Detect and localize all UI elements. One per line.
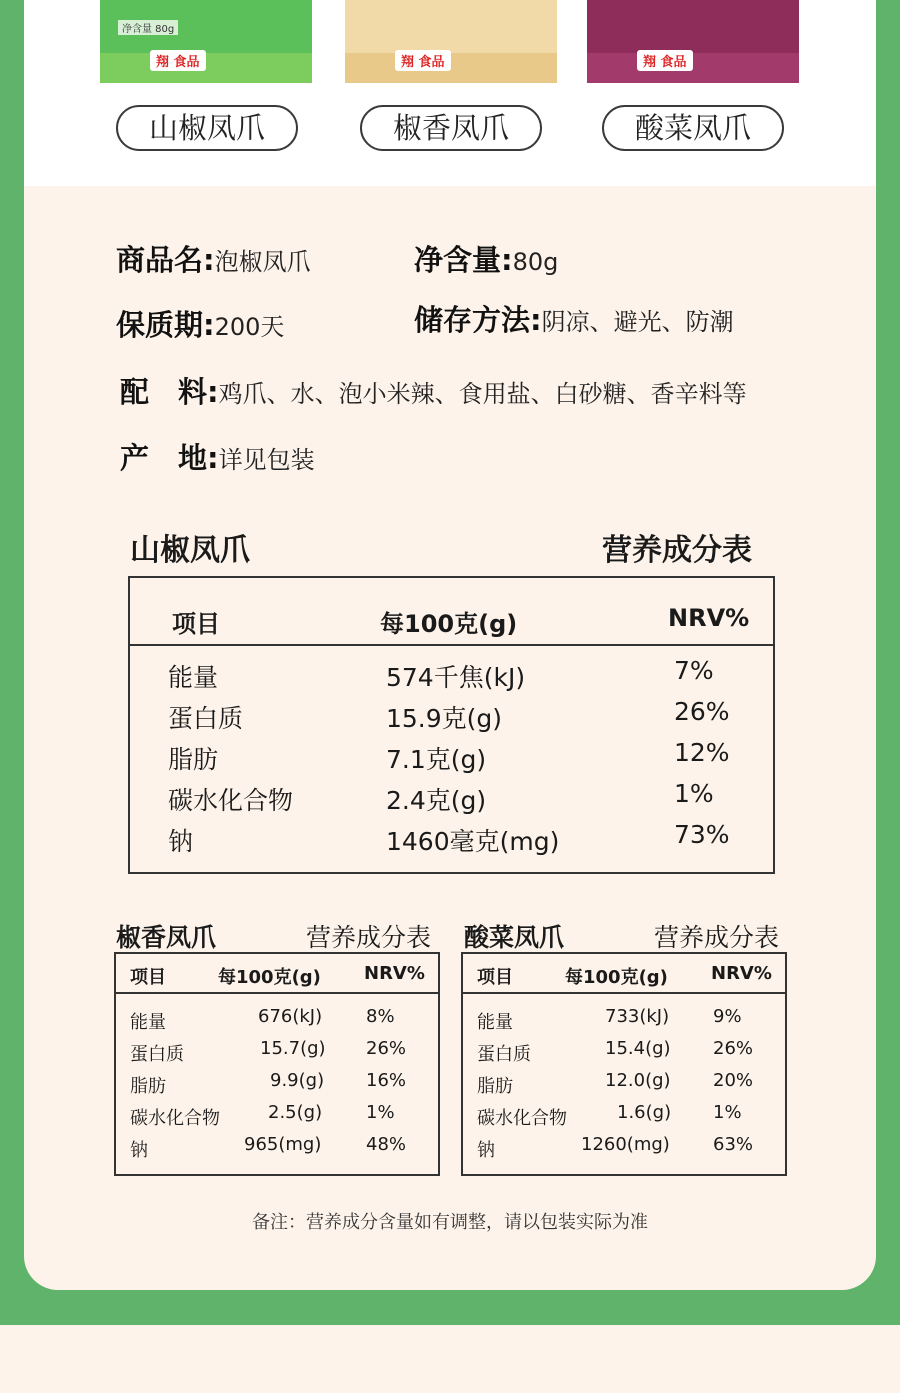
table-cell: 12.0(g) [605,1070,671,1091]
next-section-band [0,1325,900,1393]
small-table-2-title: 营养成分表 [654,923,780,952]
table-cell: 钠 [130,1140,148,1161]
table-cell: 48% [366,1134,407,1155]
table-cell: 能量 [477,1012,513,1033]
header-per100: 每100克(g) [380,610,518,638]
table-cell: 15.7(g) [260,1038,326,1059]
table-cell: 9.9(g) [270,1070,325,1091]
product-strip [24,0,876,186]
table-cell: 20% [713,1070,754,1091]
table-cell: 26% [366,1038,407,1059]
small-table-2-product: 酸菜凤爪 [464,923,565,952]
table-cell: 2.5(g) [268,1102,323,1123]
spec-origin: 产 地:详见包装 [120,441,315,475]
header-nrv: NRV% [668,604,750,632]
table-cell: 1260(mg) [581,1134,670,1155]
table-cell: 26% [713,1038,754,1059]
table-cell: 15.4(g) [605,1038,671,1059]
brand-logo: 翔 食品 [637,50,693,71]
table-cell: 蛋白质 [477,1044,531,1065]
small-table-1-product: 椒香凤爪 [116,923,217,952]
spec-product-name: 商品名:泡椒凤爪 [116,243,311,277]
table-cell: 碳水化合物 [130,1108,220,1129]
spec-storage: 储存方法:阴凉、避光、防潮 [414,303,734,337]
brand-logo: 翔 食品 [395,50,451,71]
flavor-pill-jiaoxiang[interactable]: 椒香凤爪 [360,105,542,151]
table-cell: 能量 [130,1012,166,1033]
nutrition-table-main: 项目 每100克(g) NRV% 能量 574千焦(kJ) 7% 蛋白质 15.9克(g) 26% 脂肪 7.1克(g) 12% 碳水化合物 2.4克(g) 1% 钠 1460毫克(mg) 73% [128,576,775,874]
nutrition-table-jiaoxiang [114,952,440,1176]
flavor-pill-shanjiao[interactable]: 山椒凤爪 [116,105,298,151]
table-cell: 1% [366,1102,395,1123]
table-cell: 脂肪 [130,1076,166,1097]
nutrition-table-suancai [461,952,787,1176]
pack-weight-tag: 净含量 80g [118,20,178,35]
table-cell: 8% [366,1006,395,1027]
table-cell: 965(mg) [244,1134,322,1155]
product-image-shanjiao [100,0,312,83]
table-cell: 脂肪 [477,1076,513,1097]
header-item: 项目 [172,610,220,638]
spec-shelf-life: 保质期:200天 [116,308,285,342]
flavor-pill-suancai[interactable]: 酸菜凤爪 [602,105,784,151]
table-header [130,578,773,646]
table-header: 项目 每100克(g) NRV% [463,954,785,994]
table-cell: 1.6(g) [617,1102,672,1123]
small-table-1-title: 营养成分表 [306,923,432,952]
info-card [24,0,876,1290]
table-cell: 1% [713,1102,742,1123]
table-cell: 63% [713,1134,754,1155]
main-table-title: 营养成分表 [602,533,752,568]
table-cell: 16% [366,1070,407,1091]
main-table-product: 山椒凤爪 [130,533,250,568]
spec-net-weight: 净含量:80g [414,243,559,277]
product-image-suancai [587,0,799,83]
brand-logo: 翔 食品 [150,50,206,71]
spec-ingredients: 配 料:鸡爪、水、泡小米辣、食用盐、白砂糖、香辛料等 [120,375,747,409]
table-cell: 蛋白质 [130,1044,184,1065]
product-image-jiaoxiang [345,0,557,83]
table-cell: 676(kJ) [258,1006,323,1027]
table-header: 项目 每100克(g) NRV% [116,954,438,994]
table-cell: 9% [713,1006,742,1027]
footnote: 备注：营养成分含量如有调整，请以包装实际为准 [252,1212,648,1233]
table-cell: 碳水化合物 [477,1108,567,1129]
table-cell: 733(kJ) [605,1006,670,1027]
table-cell: 钠 [477,1140,495,1161]
